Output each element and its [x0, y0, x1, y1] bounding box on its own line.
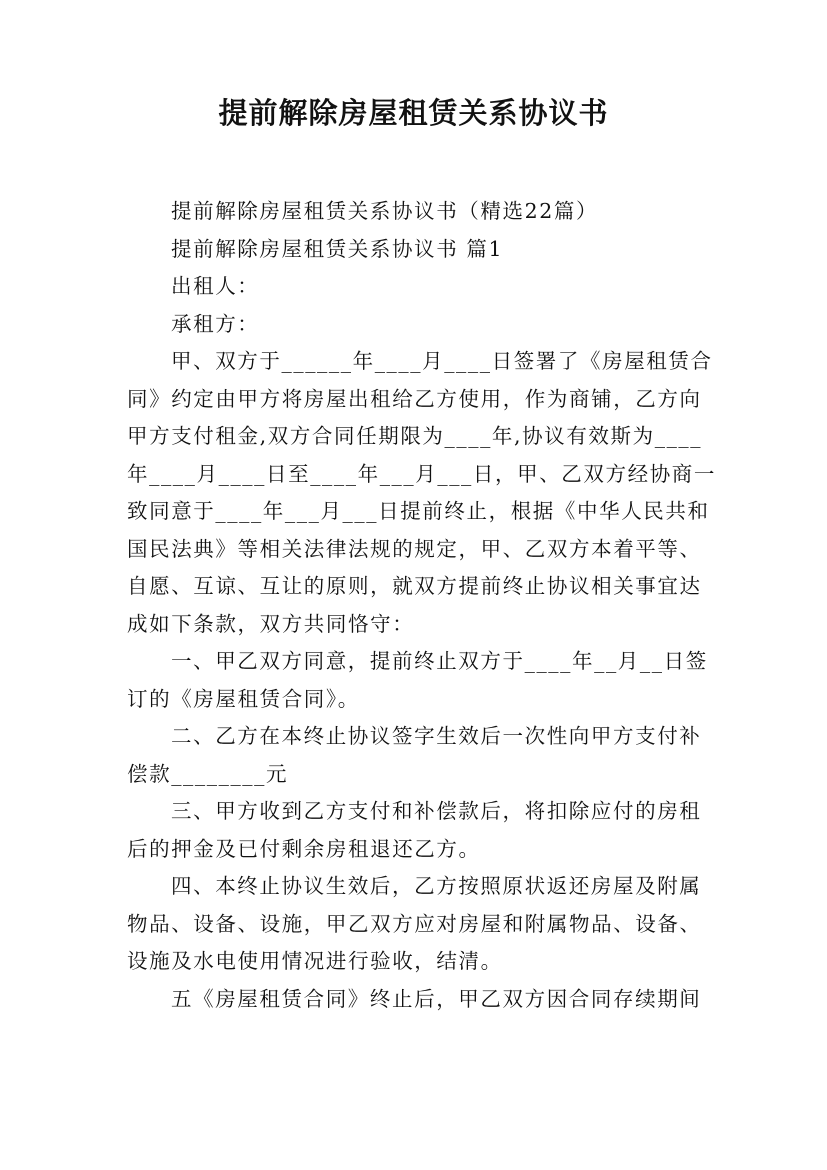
paragraph-line: 成如下条款，双方共同恪守：: [127, 611, 415, 636]
lessee-label: 承租方：: [171, 311, 260, 336]
paragraph-line: 国民法典》等相关法律法规的规定，甲、乙双方本着平等、: [127, 536, 702, 561]
paragraph-line: 同》约定由甲方将房屋出租给乙方使用，作为商铺，乙方向: [127, 386, 702, 411]
clause-5-line: 五《房屋租赁合同》终止后，甲乙双方因合同存续期间: [171, 986, 702, 1011]
clause-4-line: 设施及水电使用情况进行验收，结清。: [127, 949, 503, 973]
clause-3-line: 后的押金及已付剩余房租退还乙方。: [127, 836, 481, 861]
section-heading: 提前解除房屋租赁关系协议书 篇1: [171, 236, 504, 261]
clause-2-line: 偿款________元: [127, 761, 289, 786]
clause-3-line: 三、甲方收到乙方支付和补偿款后，将扣除应付的房租: [171, 799, 702, 823]
clause-4-line: 四、本终止协议生效后，乙方按照原状返还房屋及附属: [171, 874, 702, 898]
clause-1-line: 订的《房屋租赁合同》。: [127, 686, 360, 711]
lessor-label: 出租人：: [171, 274, 260, 298]
document-title: 提前解除房屋租赁关系协议书: [218, 96, 609, 130]
paragraph-line: 甲方支付租金,双方合同任期限为____年,协议有效斯为____: [127, 424, 703, 448]
subtitle-line: 提前解除房屋租赁关系协议书（精选22篇）: [171, 199, 599, 223]
clause-4-line: 物品、设备、设施，甲乙双方应对房屋和附属物品、设备、: [127, 911, 702, 936]
clause-1-line: 一、甲乙双方同意，提前终止双方于____年__月__日签: [171, 649, 708, 673]
paragraph-line: 年____月____日至____年___月___日，甲、乙双方经协商一: [127, 461, 716, 486]
clause-2-line: 二、乙方在本终止协议签字生效后一次性向甲方支付补: [171, 724, 702, 748]
paragraph-line: 自愿、互谅、互让的原则，就双方提前终止协议相关事宜达: [127, 574, 702, 598]
paragraph-line: 甲、双方于______年____月____日签署了《房屋租赁合: [171, 349, 713, 373]
document-body: [127, 193, 717, 1018]
paragraph-line: 致同意于____年___月___日提前终止，根据《中华人民共和: [127, 499, 710, 523]
